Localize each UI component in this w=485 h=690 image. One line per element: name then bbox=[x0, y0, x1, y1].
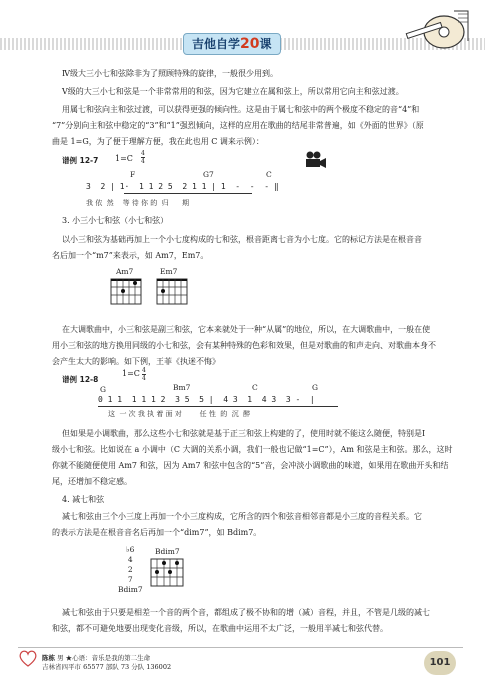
camera-icon bbox=[304, 151, 328, 173]
time-signature: 4 4 bbox=[142, 367, 146, 382]
chord-diagram-label: Em7 bbox=[160, 267, 178, 276]
chord-name: Bm7 bbox=[173, 383, 191, 392]
chord-name: F bbox=[130, 170, 136, 179]
chord-name: G7 bbox=[203, 170, 214, 179]
guitar-illustration bbox=[392, 6, 477, 56]
example-label: 谱例 12-7 bbox=[62, 156, 99, 165]
paragraph-line: 用小三和弦的地方换用同级的小七和弦，会有某种特殊的色彩和效果，但是对歌曲的和声走向、对歌曲本身不 bbox=[52, 341, 436, 350]
paragraph-line: 和弦，都不可避免地要出现变化音级，所以，在歌曲中运用不太广泛，一般用半减七和弦代替。 bbox=[52, 624, 388, 633]
paragraph-line: 你就不能随便使用 Am7 和弦，因为 Am7 和弦中包含的“5”音，会冲淡小调歌曲的味道，如果用在歌曲开头和结 bbox=[52, 461, 449, 470]
beam-line bbox=[124, 193, 252, 194]
contributor-address: 吉林省四平市 65577 部队 73 分队 136002 bbox=[42, 663, 172, 671]
chord-diagram-label: Am7 bbox=[116, 267, 134, 276]
section-title: 4. 减七和弦 bbox=[62, 495, 105, 504]
paragraph-line: 级小七和弦。比如说在 a 小调中（C 大调的关系小调，我们一般也记做“1=C”），Am 和弦是主和弦。那么，这时 bbox=[52, 445, 453, 454]
footer-divider bbox=[18, 647, 463, 648]
paragraph-line: 尾，还增加不稳定感。 bbox=[52, 477, 132, 486]
lyrics: 这 一 次 我 执 着 面 对 任 性 的 沉 醉 bbox=[108, 410, 251, 418]
key-signature: 1=C bbox=[115, 154, 133, 163]
contributor-name: 陈栋 bbox=[42, 654, 55, 662]
beam-line bbox=[98, 406, 338, 407]
paragraph-line: Ⅳ级大三小七和弦除非为了照顾特殊的旋律，一般很少用到。 bbox=[62, 69, 278, 78]
paragraph-line: “7”分别向主和弦中稳定的“3”和“1”强烈倾向，这样的应用在歌曲的结尾非常普遍，如《外面的世界》（原 bbox=[52, 121, 424, 130]
chord-diagram-am7 bbox=[110, 278, 142, 310]
chord-diagram-em7 bbox=[156, 278, 188, 310]
paragraph-line: 曲是 1=G，为了便于理解方便，我在此也用 C 调来示例）： bbox=[52, 137, 264, 146]
paragraph-line: 但如果是小调歌曲，那么这些小七和弦就是基于正三和弦上构建的了，使用时就不能这么随便，特别是Ⅰ bbox=[62, 429, 426, 438]
chord-diagram-bdim7 bbox=[150, 558, 184, 592]
paragraph-line: 以小三和弦为基础再加上一个小七度构成的七和弦，根音距离七音为小七度。它的标记方法是在根音音 bbox=[62, 235, 422, 244]
paragraph-line: 减七和弦由三个小三度上再加一个小三度构成，它所含的四个和弦音相邻音都是小三度的音程关系。它 bbox=[62, 512, 422, 521]
contributor-info bbox=[42, 654, 171, 672]
paragraph-line: Ⅴ级的大三小七和弦是一个非常常用的和弦，因为它建立在属和弦上，所以常用它向主和弦过渡。 bbox=[62, 87, 404, 96]
page-number: 101 bbox=[424, 651, 456, 675]
paragraph-line: 在大调歌曲中，小三和弦是副三和弦，它本来就处于一种“从属”的地位，所以，在大调歌曲中，一般在使 bbox=[62, 325, 431, 334]
paragraph-line: 的表示方法是在根音音名后再加一个“dim7”，如 Bdim7。 bbox=[52, 528, 262, 537]
time-signature: 4 4 bbox=[141, 150, 145, 165]
paragraph-line: 名后加一个“m7”来表示，如 Am7，Em7。 bbox=[52, 251, 209, 260]
chord-name: C bbox=[266, 170, 272, 179]
chord-name: G bbox=[312, 383, 318, 392]
lyrics: 我 依 然 等 待 你 的 归 期 bbox=[86, 199, 190, 207]
book-title-badge: 吉他自学20课 bbox=[183, 33, 281, 55]
chord-name: C bbox=[252, 383, 258, 392]
chord-name: G bbox=[100, 385, 106, 394]
heart-icon bbox=[18, 650, 38, 672]
contributor-motto: 男 ★心语：音乐是我的第二生命 bbox=[57, 654, 151, 662]
paragraph-line: 用属七和弦向主和弦过渡，可以获得更强的倾向性。这是由于属七和弦中的两个极度不稳定的音“4”和 bbox=[62, 105, 420, 114]
numbered-notation: 0 1 1 1 1 1 2 3 5 5 | 4 3 1 4 3 3 - | bbox=[98, 395, 315, 404]
section-title: 3. 小三小七和弦（小七和弦） bbox=[62, 216, 169, 225]
numbered-notation: 3 2 | 1· 1 1 2 5 2 1 1 | 1 - - - ‖ bbox=[86, 182, 279, 191]
paragraph-line: 减七和弦由于只要是相差一个音的两个音，都组成了极不协和的增（减）音程，并且，不管是几级的减七 bbox=[62, 608, 430, 617]
key-signature: 1=C bbox=[122, 369, 140, 378]
chord-diagram-label: Bdim7 bbox=[155, 547, 180, 556]
paragraph-line: 会产生太大的影响。如下例，王菲《执迷不悔》 bbox=[52, 357, 220, 366]
example-label: 谱例 12-8 bbox=[62, 375, 99, 384]
note-stack: ♭6 4 2 7 Bdim7 bbox=[118, 545, 143, 594]
